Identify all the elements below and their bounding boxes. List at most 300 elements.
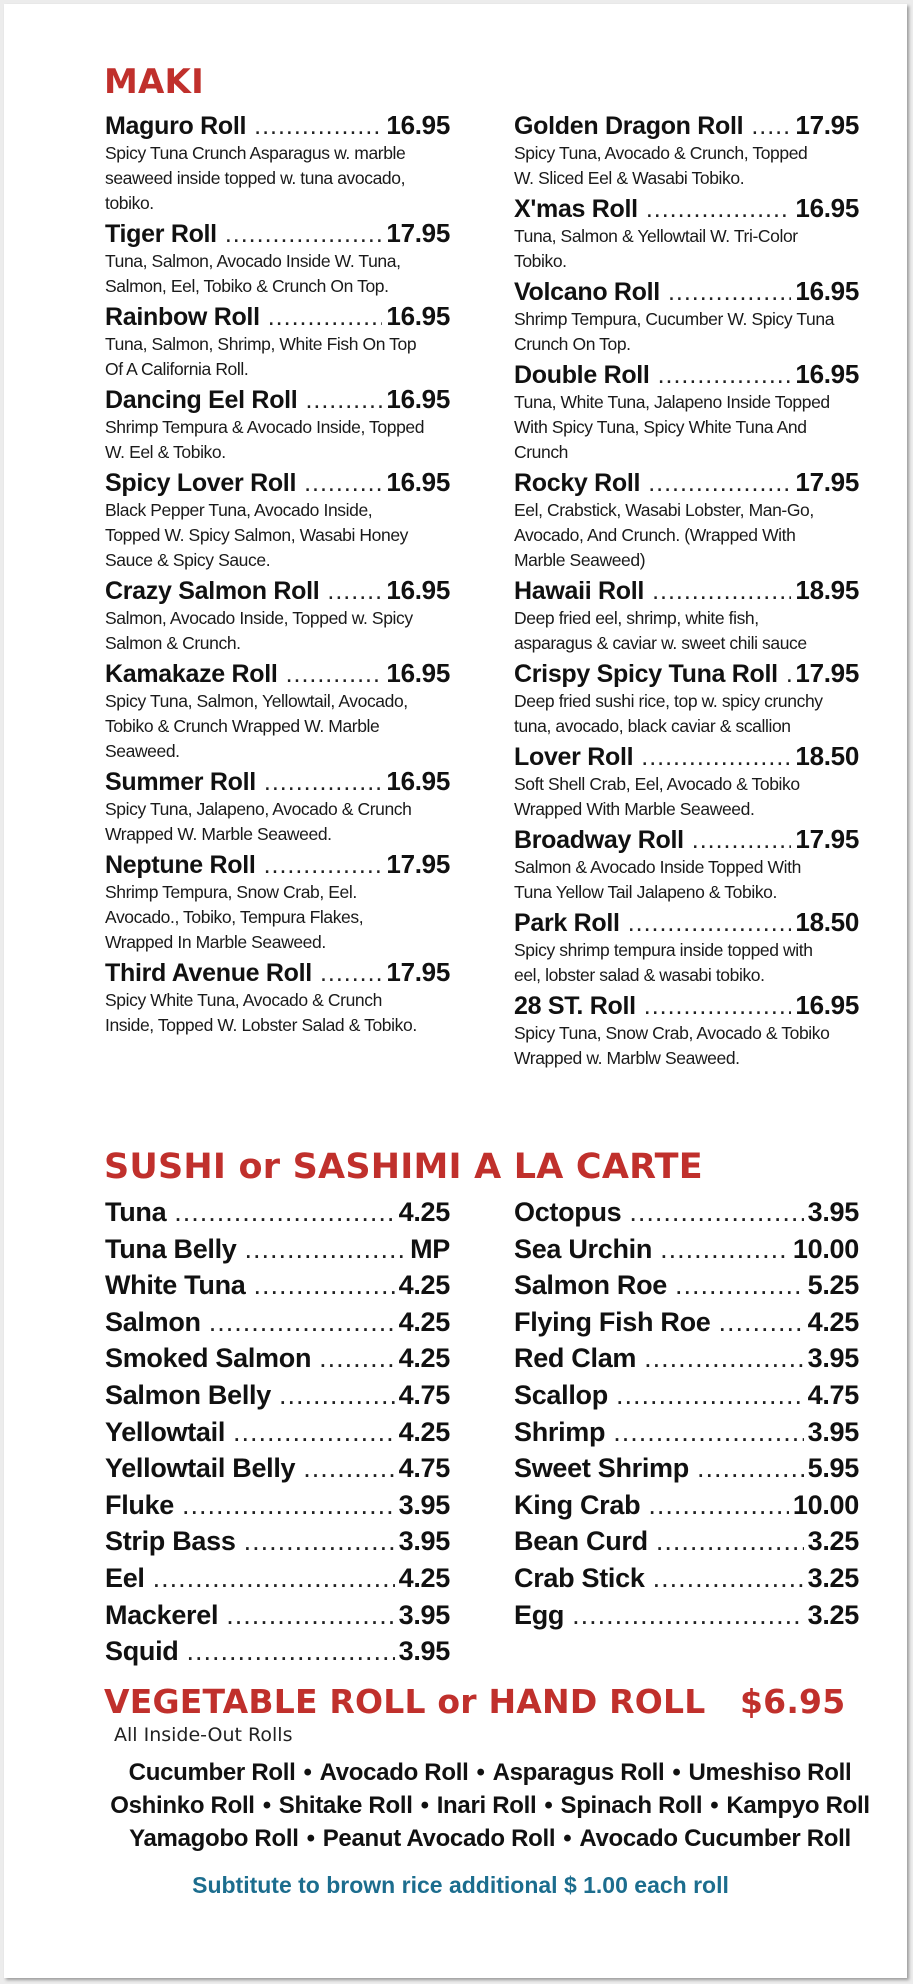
description-line: Wrapped w. Marblw Seaweed.: [514, 1048, 740, 1068]
menu-item-row: [105, 575, 450, 606]
sushi-item-name: Flying Fish Roe: [514, 1306, 711, 1337]
dot-leader: [226, 1597, 394, 1634]
dot-leader: [697, 1450, 804, 1487]
menu-item: [105, 218, 450, 299]
description-line: Shrimp Tempura & Avocado Inside, Topped: [105, 417, 425, 437]
menu-item-row: [514, 741, 859, 772]
description-line: Eel, Crabstick, Wasabi Lobster, Man-Go,: [514, 500, 814, 520]
menu-item: [514, 824, 859, 905]
sushi-item-price: 4.75: [398, 1379, 450, 1410]
dot-leader: [253, 1267, 394, 1304]
dot-leader: [675, 1267, 804, 1304]
dot-leader: [304, 468, 382, 498]
dot-leader: [641, 742, 791, 772]
sushi-item: [514, 1194, 859, 1231]
dot-leader: [268, 302, 383, 332]
menu-item-description: [105, 141, 450, 216]
menu-item-row: [514, 990, 859, 1021]
sushi-item-name: Octopus: [514, 1197, 622, 1227]
menu-item: [514, 990, 859, 1071]
menu-item-row: [514, 467, 859, 498]
dot-leader: [653, 1560, 804, 1597]
menu-item-row: [105, 658, 450, 689]
description-line: Wrapped In Marble Seaweed.: [105, 932, 326, 952]
sushi-item-price: 3.95: [398, 1599, 450, 1630]
menu-item-price: 16.95: [386, 384, 450, 414]
sushi-item-name: Mackerel: [105, 1599, 219, 1630]
description-line: Shrimp Tempura, Snow Crab, Eel.: [105, 882, 357, 902]
menu-item-row: [105, 384, 450, 415]
description-line: tobiko.: [105, 193, 154, 213]
menu-item-name: Third Avenue Roll: [105, 959, 312, 987]
dot-leader: [254, 111, 382, 141]
menu-item-row: [105, 467, 450, 498]
menu-item: [105, 658, 450, 764]
sushi-item-price: 3.25: [807, 1562, 859, 1593]
sushi-item: [514, 1523, 859, 1560]
brown-rice-footnote: Subtitute to brown rice additional $ 1.00 each roll: [192, 1872, 729, 1898]
dot-leader: [319, 1340, 394, 1377]
sushi-item-price: 4.75: [807, 1379, 859, 1410]
dot-leader: [616, 1377, 804, 1414]
menu-item-name: Hawaii Roll: [514, 577, 645, 605]
menu-item-name: Rainbow Roll: [105, 303, 260, 331]
menu-item: [514, 193, 859, 274]
menu-item-name: Crazy Salmon Roll: [105, 577, 320, 605]
menu-item-row: [514, 359, 859, 390]
vegetable-section-title: VEGETABLE ROLL or HAND ROLL: [104, 1682, 706, 1721]
sushi-item: [105, 1377, 450, 1414]
dot-leader: [648, 1487, 789, 1524]
menu-item-row: [514, 824, 859, 855]
description-line: Tuna, White Tuna, Jalapeno Inside Topped: [514, 392, 830, 412]
description-line: Deep fried sushi rice, top w. spicy crunchy: [514, 691, 823, 711]
menu-item: [514, 658, 859, 739]
sushi-item-price: 3.95: [398, 1489, 450, 1520]
sushi-item-name: Salmon: [105, 1306, 201, 1337]
dot-leader: [628, 908, 792, 938]
description-line: Spicy Tuna, Jalapeno, Avocado & Crunch: [105, 799, 412, 819]
sushi-item: [105, 1633, 450, 1670]
sushi-right-column: [514, 1194, 859, 1633]
menu-item-row: [105, 301, 450, 332]
menu-item-description: [514, 307, 859, 357]
sushi-item-price: 4.75: [398, 1453, 450, 1484]
vegetable-roll-note: All Inside-Out Rolls: [114, 1724, 293, 1746]
menu-item: [514, 359, 859, 465]
sushi-item-price: 3.25: [807, 1526, 859, 1557]
sushi-item: [105, 1414, 450, 1451]
sushi-item: [105, 1267, 450, 1304]
menu-item-description: [105, 988, 450, 1038]
dot-leader: [646, 194, 792, 224]
menu-item-row: [105, 218, 450, 249]
sushi-item: [105, 1597, 450, 1634]
bullet-separator: •: [476, 1759, 485, 1786]
menu-item-name: Crispy Spicy Tuna Roll: [514, 660, 778, 688]
menu-item-description: [514, 498, 859, 573]
sushi-item-name: Sea Urchin: [514, 1233, 653, 1264]
menu-item-name: Tiger Roll: [105, 220, 217, 248]
dot-leader: [656, 1523, 804, 1560]
sushi-item: [514, 1487, 859, 1524]
description-line: Topped W. Spicy Salmon, Wasabi Honey: [105, 525, 409, 545]
menu-item-description: [514, 224, 859, 274]
menu-item-name: Volcano Roll: [514, 278, 660, 306]
dot-leader: [187, 1633, 395, 1670]
description-line: Salmon, Avocado Inside, Topped w. Spicy: [105, 608, 413, 628]
dot-leader: [286, 659, 383, 689]
description-line: Black Pepper Tuna, Avocado Inside,: [105, 500, 373, 520]
sushi-item-price: 3.95: [807, 1197, 859, 1227]
sushi-item-price: 10.00: [792, 1233, 859, 1264]
menu-item-price: 16.95: [386, 575, 450, 605]
description-line: eel, lobster salad & wasabi tobiko.: [514, 965, 765, 985]
menu-item-name: Park Roll: [514, 909, 620, 937]
description-line: With Spicy Tuna, Spicy White Tuna And: [514, 417, 807, 437]
menu-item-name: Dancing Eel Roll: [105, 386, 298, 414]
menu-item-description: [514, 606, 859, 656]
menu-item-description: [105, 332, 450, 382]
menu-item: [105, 575, 450, 656]
sushi-item-price: 4.25: [398, 1416, 450, 1447]
menu-item: [514, 741, 859, 822]
vegetable-roll-line: [100, 1822, 880, 1855]
vegetable-roll-name: Yamagobo Roll: [129, 1825, 299, 1852]
sushi-item: [105, 1560, 450, 1597]
menu-item-name: Spicy Lover Roll: [105, 469, 297, 497]
menu-item: [514, 907, 859, 988]
menu-item-price: 16.95: [795, 193, 859, 223]
description-line: Soft Shell Crab, Eel, Avocado & Tobiko: [514, 774, 800, 794]
menu-item-row: [105, 110, 450, 141]
menu-item-name: Golden Dragon Roll: [514, 112, 744, 140]
menu-item-name: Broadway Roll: [514, 826, 684, 854]
vegetable-roll-name: Avocado Cucumber Roll: [579, 1825, 851, 1852]
menu-item-price: 16.95: [386, 467, 450, 497]
description-line: Crunch: [514, 442, 569, 462]
vegetable-roll-name: Oshinko Roll: [110, 1792, 255, 1819]
sushi-item: [105, 1487, 450, 1524]
sushi-item-price: 4.25: [398, 1197, 450, 1227]
dot-leader: [692, 825, 792, 855]
dot-leader: [305, 385, 382, 415]
menu-item-description: [514, 772, 859, 822]
menu-item-row: [514, 193, 859, 224]
vegetable-roll-list: [100, 1756, 880, 1855]
menu-item-name: Kamakaze Roll: [105, 660, 278, 688]
menu-item: [105, 467, 450, 573]
sushi-item: [514, 1377, 859, 1414]
menu-item-description: [514, 855, 859, 905]
menu-item-price: 16.95: [386, 766, 450, 796]
vegetable-roll-line: [100, 1789, 880, 1822]
menu-page: [4, 4, 907, 1978]
description-line: Tuna, Salmon, Avocado Inside W. Tuna,: [105, 251, 401, 271]
menu-item-price: 17.95: [795, 824, 859, 854]
menu-item-row: [105, 957, 450, 988]
menu-item: [105, 384, 450, 465]
description-line: Seaweed.: [105, 741, 180, 761]
sushi-item-price: 3.25: [807, 1599, 859, 1630]
dot-leader: [264, 767, 383, 797]
dot-leader: [658, 360, 792, 390]
dot-leader: [303, 1450, 394, 1487]
dot-leader: [629, 1194, 803, 1231]
menu-item-row: [105, 849, 450, 880]
description-line: Avocado., Tobiko, Tempura Flakes,: [105, 907, 364, 927]
dot-leader: [719, 1304, 804, 1341]
dot-leader: [751, 111, 791, 141]
menu-item-name: Maguro Roll: [105, 112, 247, 140]
dot-leader: [225, 219, 383, 249]
sushi-item: [105, 1231, 450, 1268]
sushi-item: [514, 1304, 859, 1341]
menu-item: [105, 766, 450, 847]
sushi-left-column: [105, 1194, 450, 1670]
sushi-item-name: Squid: [105, 1636, 179, 1667]
menu-item: [514, 276, 859, 357]
menu-item: [105, 957, 450, 1038]
menu-item-name: 28 ST. Roll: [514, 992, 636, 1020]
maki-section-title: MAKI: [104, 62, 204, 102]
description-line: asparagus & caviar w. sweet chili sauce: [514, 633, 807, 653]
description-line: Tobiko.: [514, 251, 567, 271]
sushi-item-price: 3.95: [807, 1343, 859, 1374]
sushi-item: [105, 1194, 450, 1231]
sushi-item-price: 5.25: [807, 1270, 859, 1301]
description-line: Wrapped W. Marble Seaweed.: [105, 824, 332, 844]
description-line: Crunch On Top.: [514, 334, 631, 354]
vegetable-roll-line: [100, 1756, 880, 1789]
menu-item-price: 17.95: [795, 467, 859, 497]
sushi-item-price: 4.25: [398, 1270, 450, 1301]
menu-item-price: 17.95: [386, 218, 450, 248]
dot-leader: [182, 1487, 395, 1524]
vegetable-roll-name: Spinach Roll: [560, 1792, 703, 1819]
sushi-item-name: Smoked Salmon: [105, 1343, 312, 1374]
menu-item-description: [105, 415, 450, 465]
bullet-separator: •: [710, 1792, 719, 1819]
description-line: Tuna Yellow Tail Jalapeno & Tobiko.: [514, 882, 777, 902]
sushi-item-name: Egg: [514, 1599, 565, 1630]
menu-item: [105, 849, 450, 955]
sushi-item: [105, 1304, 450, 1341]
sushi-item-name: White Tuna: [105, 1270, 246, 1301]
description-line: tuna, avocado, black caviar & scallion: [514, 716, 791, 736]
dot-leader: [613, 1414, 803, 1451]
sushi-item-price: 4.25: [807, 1306, 859, 1337]
bullet-separator: •: [420, 1792, 429, 1819]
dot-leader: [233, 1414, 395, 1451]
menu-item-description: [105, 498, 450, 573]
menu-item-description: [105, 249, 450, 299]
menu-item-description: [514, 1021, 859, 1071]
menu-item-row: [514, 575, 859, 606]
vegetable-roll-name: Avocado Roll: [319, 1759, 469, 1786]
vegetable-roll-name: Peanut Avocado Roll: [322, 1825, 556, 1852]
sushi-item-price: 5.95: [807, 1453, 859, 1484]
menu-item-price: 16.95: [795, 276, 859, 306]
description-line: Spicy Tuna, Snow Crab, Avocado & Tobiko: [514, 1023, 830, 1043]
sushi-item: [514, 1560, 859, 1597]
vegetable-roll-name: Umeshiso Roll: [688, 1759, 852, 1786]
dot-leader: [209, 1304, 395, 1341]
menu-item: [514, 467, 859, 573]
menu-item-row: [514, 110, 859, 141]
dot-leader: [648, 468, 791, 498]
vegetable-roll-name: Shitake Roll: [278, 1792, 413, 1819]
sushi-item-price: 4.25: [398, 1562, 450, 1593]
description-line: Spicy shrimp tempura inside topped with: [514, 940, 813, 960]
description-line: Tobiko & Crunch Wrapped W. Marble: [105, 716, 380, 736]
menu-item-price: 16.95: [386, 301, 450, 331]
sushi-item-name: Crab Stick: [514, 1562, 645, 1593]
description-line: Avocado, And Crunch. (Wrapped With: [514, 525, 796, 545]
description-line: Spicy Tuna Crunch Asparagus w. marble: [105, 143, 406, 163]
vegetable-section-price: $6.95: [740, 1682, 846, 1721]
description-line: seaweed inside topped w. tuna avocado,: [105, 168, 406, 188]
sushi-item-name: Tuna Belly: [105, 1233, 237, 1264]
dot-leader: [652, 576, 791, 606]
sushi-item-name: King Crab: [514, 1489, 641, 1520]
menu-item-description: [514, 938, 859, 988]
menu-item: [514, 575, 859, 656]
dot-leader: [327, 576, 382, 606]
sushi-item-name: Eel: [105, 1562, 145, 1593]
dot-leader: [320, 958, 382, 988]
description-line: Wrapped With Marble Seaweed.: [514, 799, 755, 819]
menu-item-price: 18.50: [795, 741, 859, 771]
vegetable-roll-name: Cucumber Roll: [128, 1759, 296, 1786]
bullet-separator: •: [303, 1759, 312, 1786]
menu-item-name: Neptune Roll: [105, 851, 256, 879]
menu-item-name: Lover Roll: [514, 743, 634, 771]
menu-item-name: Summer Roll: [105, 768, 256, 796]
menu-item-row: [514, 907, 859, 938]
menu-item: [105, 110, 450, 216]
sushi-item: [514, 1414, 859, 1451]
sushi-item-name: Yellowtail Belly: [105, 1453, 296, 1484]
dot-leader: [174, 1194, 394, 1231]
sushi-item-name: Sweet Shrimp: [514, 1453, 689, 1484]
menu-item: [105, 301, 450, 382]
dot-leader: [644, 991, 792, 1021]
vegetable-roll-name: Inari Roll: [436, 1792, 537, 1819]
sushi-item-price: 4.25: [398, 1306, 450, 1337]
menu-item-description: [514, 141, 859, 191]
menu-item-price: 17.95: [386, 957, 450, 987]
sushi-item-price: 3.95: [398, 1636, 450, 1667]
menu-item-price: 17.95: [795, 110, 859, 140]
sushi-item-name: Salmon Belly: [105, 1379, 271, 1410]
description-line: Spicy White Tuna, Avocado & Crunch: [105, 990, 382, 1010]
dot-leader: [245, 1231, 407, 1268]
vegetable-roll-name: Kampyo Roll: [726, 1792, 870, 1819]
bullet-separator: •: [563, 1825, 572, 1852]
menu-item-price: 16.95: [386, 110, 450, 140]
sushi-item-name: Tuna: [105, 1197, 167, 1227]
sushi-item: [105, 1450, 450, 1487]
description-line: Salmon & Avocado Inside Topped With: [514, 857, 801, 877]
maki-right-column: [514, 110, 859, 1073]
menu-item-name: Rocky Roll: [514, 469, 641, 497]
menu-item-description: [105, 606, 450, 656]
dot-leader: [153, 1560, 395, 1597]
description-line: Inside, Topped W. Lobster Salad & Tobiko.: [105, 1015, 417, 1035]
sushi-item-price: 10.00: [792, 1489, 859, 1520]
bullet-separator: •: [262, 1792, 271, 1819]
dot-leader: [786, 659, 792, 689]
sushi-item: [514, 1450, 859, 1487]
sushi-item: [105, 1340, 450, 1377]
bullet-separator: •: [544, 1792, 553, 1819]
sushi-section-title: SUSHI or SASHIMI A LA CARTE: [104, 1147, 703, 1187]
description-line: W. Sliced Eel & Wasabi Tobiko.: [514, 168, 745, 188]
description-line: Tuna, Salmon & Yellowtail W. Tri-Color: [514, 226, 798, 246]
description-line: W. Eel & Tobiko.: [105, 442, 226, 462]
dot-leader: [244, 1523, 395, 1560]
sushi-item-name: Fluke: [105, 1489, 175, 1520]
dot-leader: [279, 1377, 395, 1414]
menu-item-description: [514, 390, 859, 465]
description-line: Spicy Tuna, Avocado & Crunch, Topped: [514, 143, 808, 163]
sushi-item-name: Shrimp: [514, 1416, 606, 1447]
menu-item-name: Double Roll: [514, 361, 650, 389]
menu-item-description: [105, 689, 450, 764]
dot-leader: [660, 1231, 789, 1268]
sushi-item-price: 3.95: [807, 1416, 859, 1447]
dot-leader: [264, 850, 383, 880]
menu-item-price: 16.95: [386, 658, 450, 688]
sushi-item-price: 3.95: [398, 1526, 450, 1557]
sushi-item-price: 4.25: [398, 1343, 450, 1374]
menu-item-price: 18.95: [795, 575, 859, 605]
description-line: Sauce & Spicy Sauce.: [105, 550, 271, 570]
description-line: Deep fried eel, shrimp, white fish,: [514, 608, 759, 628]
description-line: Shrimp Tempura, Cucumber W. Spicy Tuna: [514, 309, 835, 329]
sushi-item: [514, 1231, 859, 1268]
sushi-item-name: Bean Curd: [514, 1526, 648, 1557]
sushi-item-name: Yellowtail: [105, 1416, 226, 1447]
description-line: Salmon & Crunch.: [105, 633, 241, 653]
menu-item-name: X'mas Roll: [514, 195, 638, 223]
menu-item-row: [514, 276, 859, 307]
sushi-item: [105, 1523, 450, 1560]
description-line: Marble Seaweed): [514, 550, 646, 570]
dot-leader: [668, 277, 791, 307]
sushi-item-name: Salmon Roe: [514, 1270, 668, 1301]
menu-item-price: 16.95: [795, 359, 859, 389]
vegetable-roll-name: Asparagus Roll: [492, 1759, 665, 1786]
menu-item-row: [105, 766, 450, 797]
menu-item: [514, 110, 859, 191]
description-line: Salmon, Eel, Tobiko & Crunch On Top.: [105, 276, 389, 296]
sushi-item-name: Red Clam: [514, 1343, 637, 1374]
menu-item-description: [105, 797, 450, 847]
dot-leader: [644, 1340, 804, 1377]
sushi-item: [514, 1340, 859, 1377]
sushi-item: [514, 1267, 859, 1304]
menu-item-price: 16.95: [795, 990, 859, 1020]
sushi-item-price: MP: [410, 1233, 450, 1264]
sushi-item-name: Scallop: [514, 1379, 608, 1410]
menu-item-price: 17.95: [386, 849, 450, 879]
menu-item-row: [514, 658, 859, 689]
menu-item-description: [105, 880, 450, 955]
menu-item-price: 17.95: [795, 658, 859, 688]
bullet-separator: •: [306, 1825, 315, 1852]
